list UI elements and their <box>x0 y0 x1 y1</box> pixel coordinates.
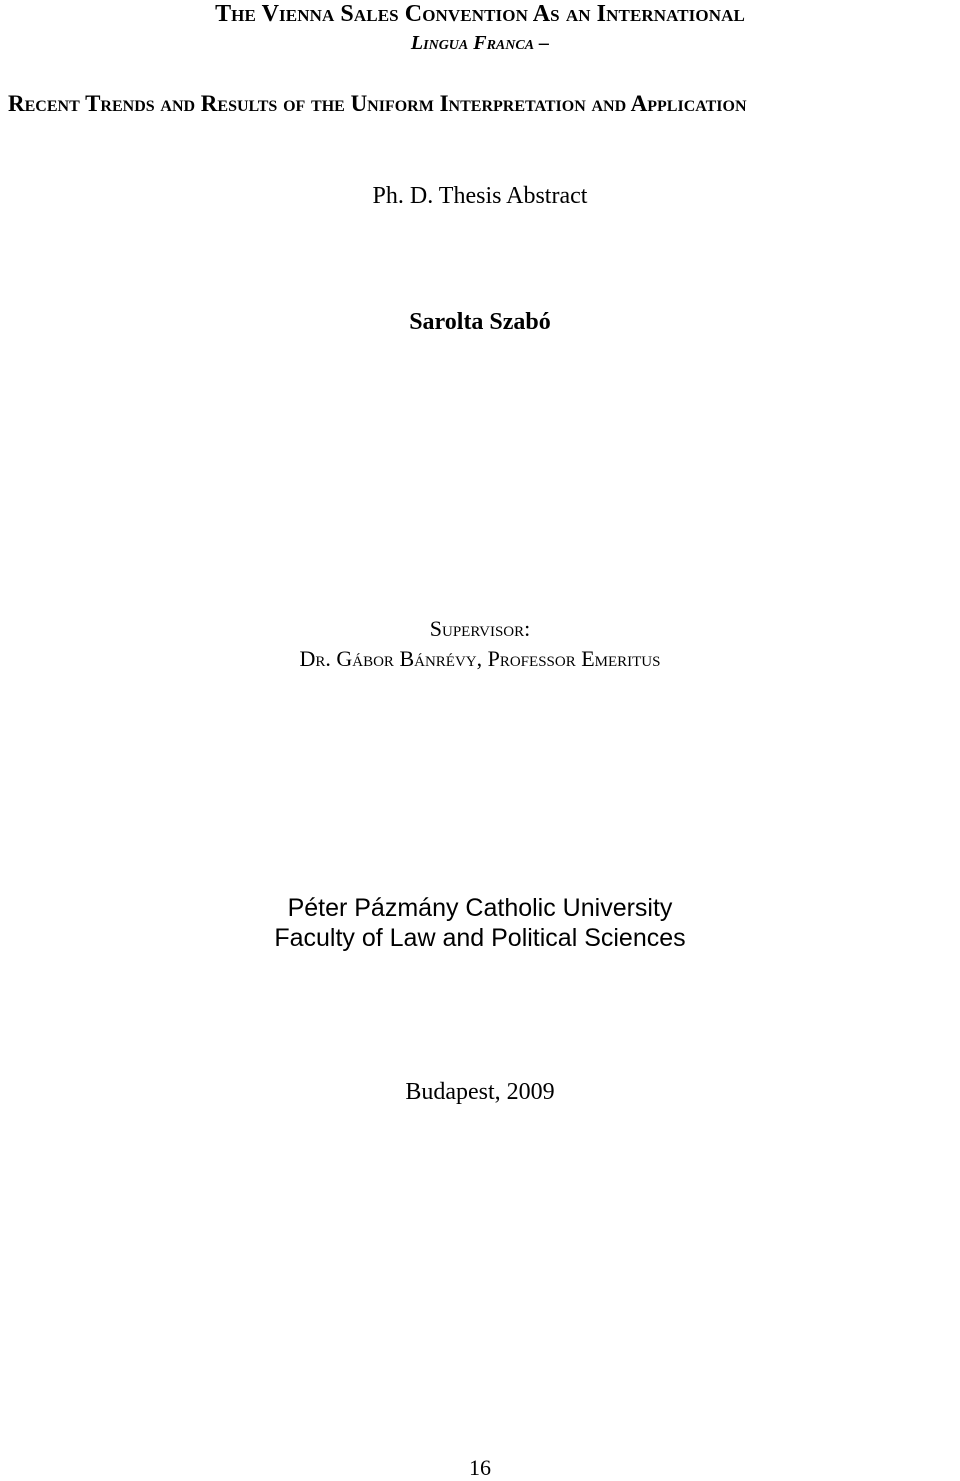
thesis-title-line-1: The Vienna Sales Convention As an International <box>215 1 745 27</box>
author-name: Sarolta Szabó <box>409 309 551 335</box>
supervisor-name: Dr. Gábor Bánrévy, Professor Emeritus <box>299 646 661 671</box>
thesis-subtitle: Recent Trends and Results of the Uniform Interpretation and Application <box>8 91 747 116</box>
page-number: 16 <box>469 1455 491 1480</box>
university-name: Péter Pázmány Catholic University <box>287 894 673 922</box>
supervisor-label: Supervisor: <box>429 616 531 641</box>
faculty-name: Faculty of Law and Political Sciences <box>274 924 686 952</box>
document-type: Ph. D. Thesis Abstract <box>372 183 588 209</box>
place-and-year: Budapest, 2009 <box>405 1079 555 1105</box>
thesis-title-line-2: Lingua Franca – <box>410 32 550 54</box>
